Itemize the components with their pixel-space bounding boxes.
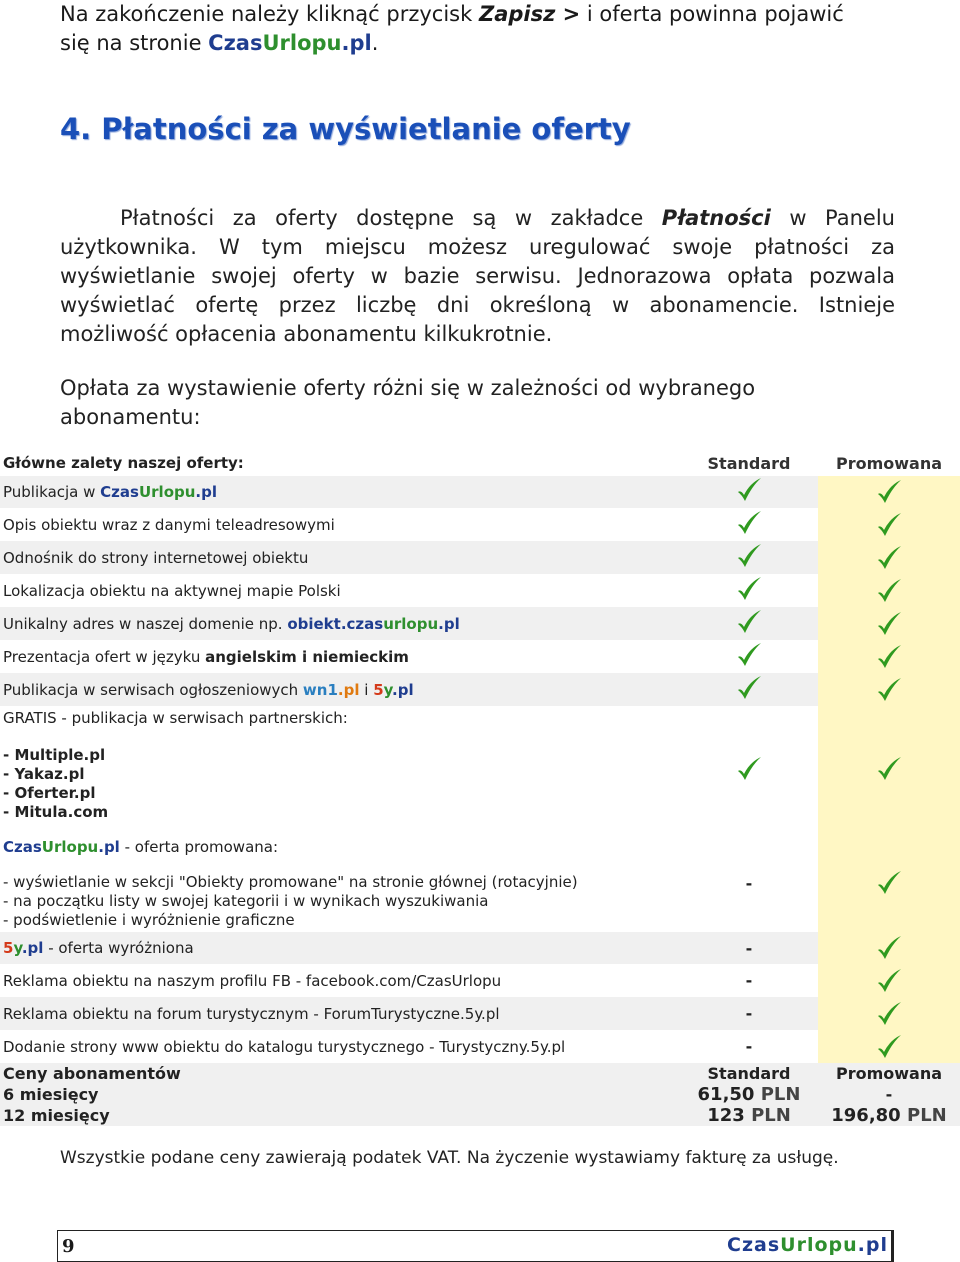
table-row — [0, 574, 960, 607]
price-number: 196,80 — [831, 1105, 901, 1126]
brand-urlopu: Urlopu — [138, 483, 196, 501]
5y-y: y — [383, 680, 393, 699]
5y-five: 5 — [3, 939, 14, 957]
brand-urlopu: Urlopu — [262, 31, 342, 55]
dash-mark: - — [745, 938, 753, 958]
promo-feature: - podświetlenie i wyróżnienie graficzne — [3, 910, 295, 929]
prices-header-row — [0, 1063, 960, 1084]
brand-czas: Czas — [3, 838, 42, 856]
promowana-cell — [818, 832, 960, 862]
checkmark-icon — [736, 477, 762, 503]
checkmark-icon — [876, 545, 902, 571]
col-standard-header: Standard — [707, 1064, 791, 1083]
promowana-price: - — [885, 1085, 893, 1104]
payments-tab-name: Płatności — [661, 206, 771, 230]
row6-text: Prezentacja ofert w języku — [3, 647, 206, 666]
price-number: 61,50 — [697, 1084, 755, 1105]
intro-line-2 — [60, 29, 900, 58]
promowana-cell — [818, 574, 960, 607]
brand-czas: Czas — [100, 483, 139, 501]
row5-text: Unikalny adres w naszej domenie np. — [3, 614, 288, 633]
table-row — [0, 862, 960, 932]
promowana-cell — [818, 997, 960, 1030]
intro-text-1a: Na zakończenie należy kliknąć przycisk — [60, 2, 479, 26]
example-domain-part2: urlopu — [383, 614, 439, 633]
row-label — [0, 865, 680, 930]
standard-cell — [680, 1037, 818, 1056]
intro-line-1 — [60, 0, 900, 29]
checkmark-icon — [876, 1034, 902, 1060]
checkmark-icon — [876, 968, 902, 994]
checkmark-icon — [876, 644, 902, 670]
promo-feature: - na początku listy w swojej kategorii i w wynikach wyszukiwania — [3, 891, 489, 910]
standard-cell — [680, 971, 818, 990]
checkmark-icon — [736, 576, 762, 602]
para1-c: w Panelu użytkownika. W tym miejscu możesz uregulować swoje płatności za wyświetlanie swojej oferty w bazie serwisu. Jednorazowa opłata pozwala wyświetlać ofertę przez liczbę dni określoną w abonamencie. Istnieje możliwość opłacenia abonamentu kilkukrotnie. — [60, 206, 895, 346]
promowana-cell — [818, 706, 960, 832]
table-row — [0, 706, 960, 832]
row7-text: Publikacja w serwisach ogłoszeniowych — [3, 680, 303, 699]
prices-label: Ceny abonamentów — [3, 1064, 181, 1083]
row-label: Odnośnik do strony internetowej obiektu — [3, 548, 309, 567]
standard-cell — [680, 543, 818, 573]
5y-five: 5 — [373, 680, 384, 699]
partner-item: - Multiple.pl — [3, 746, 106, 764]
table-header-row — [0, 450, 960, 476]
brand-pl: .pl — [341, 31, 372, 55]
standard-cell — [680, 939, 818, 958]
standard-cell — [680, 576, 818, 606]
5y-pl: .pl — [392, 680, 414, 699]
standard-price — [680, 1084, 818, 1105]
table-row — [0, 932, 960, 964]
promowana-cell — [818, 862, 960, 932]
checkmark-icon — [736, 756, 762, 782]
checkmark-icon — [876, 935, 902, 961]
col-promowana-header: Promowana — [835, 1064, 943, 1083]
brand-czas: Czas — [208, 31, 263, 55]
standard-cell — [680, 675, 818, 705]
intro-period: . — [371, 31, 379, 55]
partner-item: - Mitula.com — [3, 803, 109, 821]
period-label: 6 miesięcy — [3, 1085, 99, 1104]
promowana-cell — [818, 541, 960, 574]
row-label — [0, 939, 680, 957]
currency: PLN — [907, 1105, 947, 1126]
vat-note: Wszystkie podane ceny zawierają podatek VAT. Na życzenie wystawiamy fakturę za usługę. — [60, 1148, 839, 1168]
table-row — [0, 673, 960, 706]
table-row — [0, 1030, 960, 1063]
brand-pl: .pl — [195, 483, 217, 501]
page-number: 9 — [62, 1236, 75, 1257]
offer-comparison-table — [0, 450, 960, 1126]
intro-text-2a: się na stronie — [60, 31, 209, 55]
promowana-cell — [818, 1030, 960, 1063]
wn1-brand: wn1 — [302, 680, 338, 699]
payments-paragraph — [60, 204, 895, 349]
languages-text: angielskim i niemieckim — [205, 647, 409, 666]
example-domain-part3: .pl — [438, 614, 460, 633]
row-label: Lokalizacja obiektu na aktywnej mapie Polski — [3, 581, 341, 600]
header-label: Główne zalety naszej oferty: — [3, 454, 244, 472]
footer-brand — [727, 1234, 888, 1256]
row-label: Opis obiektu wraz z danymi teleadresowymi — [3, 515, 335, 534]
standard-cell — [680, 510, 818, 540]
brand-urlopu: Urlopu — [41, 838, 99, 856]
spacer — [3, 728, 680, 746]
row-label — [0, 483, 680, 501]
intro-text-1c: i oferta powinna pojawić — [580, 2, 844, 26]
promowana-price — [818, 1105, 960, 1126]
brand-urlopu: Urlopu — [780, 1234, 858, 1256]
row-label — [0, 648, 680, 666]
section-heading: 4. Płatności za wyświetlanie oferty — [60, 112, 631, 146]
para1-a: Płatności za oferty dostępne są w zakładce — [120, 206, 662, 230]
example-domain-part1: obiekt.czas — [287, 614, 384, 633]
promowana-cell — [818, 932, 960, 964]
promowana-cell — [818, 607, 960, 640]
row-label — [0, 706, 680, 822]
and-text: i — [359, 680, 374, 699]
currency: PLN — [751, 1105, 791, 1126]
checkmark-icon — [736, 543, 762, 569]
standard-cell — [680, 609, 818, 639]
wn1-pl: .pl — [337, 680, 360, 699]
table-row — [0, 832, 960, 862]
checkmark-icon — [876, 1001, 902, 1027]
promo-title: - oferta promowana: — [119, 838, 279, 856]
row-label: Reklama obiektu na naszym profilu FB - facebook.com/CzasUrlopu — [3, 971, 502, 990]
checkmark-icon — [876, 512, 902, 538]
standard-cell — [680, 477, 818, 507]
checkmark-icon — [876, 677, 902, 703]
table-row — [0, 541, 960, 574]
brand-czas: Czas — [727, 1234, 781, 1256]
checkmark-icon — [876, 756, 902, 782]
5y-pl: .pl — [21, 939, 44, 957]
checkmark-icon — [736, 675, 762, 701]
featured-offer-text: - oferta wyróżniona — [43, 939, 194, 957]
standard-cell — [680, 706, 818, 832]
table-row — [0, 964, 960, 997]
partner-item: - Oferter.pl — [3, 784, 96, 802]
checkmark-icon — [876, 479, 902, 505]
promo-feature: - wyświetlanie w sekcji "Obiekty promowane" na stronie głównej (rotacyjnie) — [3, 872, 578, 891]
standard-cell — [680, 642, 818, 672]
promowana-cell — [818, 964, 960, 997]
checkmark-icon — [736, 642, 762, 668]
promowana-cell — [818, 508, 960, 541]
brand-pl: .pl — [857, 1234, 888, 1256]
price-number: 123 — [707, 1105, 745, 1126]
checkmark-icon — [876, 611, 902, 637]
dash-mark: - — [745, 874, 753, 893]
standard-cell — [680, 862, 818, 893]
row-label: Reklama obiektu na forum turystycznym - ForumTurystyczne.5y.pl — [3, 1004, 500, 1023]
table-row — [0, 508, 960, 541]
row-label — [0, 615, 680, 633]
table-row — [0, 997, 960, 1030]
dash-mark: - — [745, 1037, 753, 1056]
fee-paragraph: Opłata za wystawienie oferty różni się w zależności od wybranego abonamentu: — [60, 376, 756, 429]
col-promowana-header: Promowana — [835, 453, 943, 473]
dash-mark: - — [745, 971, 753, 990]
dash-mark: - — [745, 1004, 753, 1023]
standard-price — [680, 1105, 818, 1126]
partners-title: GRATIS - publikacja w serwisach partnerskich: — [3, 709, 348, 727]
row-label: Dodanie strony www obiektu do katalogu turystycznego - Turystyczny.5y.pl — [3, 1037, 566, 1056]
currency: PLN — [760, 1084, 801, 1105]
5y-y: y — [13, 939, 22, 957]
table-row — [0, 607, 960, 640]
table-row — [0, 640, 960, 673]
promowana-cell — [818, 476, 960, 508]
price-row — [0, 1105, 960, 1126]
checkmark-icon — [736, 510, 762, 536]
row1-text: Publikacja w — [3, 483, 101, 501]
promowana-cell — [818, 673, 960, 706]
checkmark-icon — [736, 609, 762, 635]
period-label: 12 miesięcy — [3, 1106, 110, 1125]
price-row — [0, 1084, 960, 1105]
table-row — [0, 476, 960, 508]
col-standard-header: Standard — [707, 453, 791, 473]
partner-item: - Yakaz.pl — [3, 765, 85, 783]
promowana-cell — [818, 640, 960, 673]
row-label — [0, 681, 680, 699]
brand-pl: .pl — [98, 838, 120, 856]
row-label — [0, 838, 680, 856]
intro-text — [60, 0, 900, 58]
checkmark-icon — [876, 870, 902, 896]
standard-cell — [680, 1004, 818, 1023]
checkmark-icon — [876, 578, 902, 604]
intro-save-label: Zapisz > — [478, 2, 581, 26]
